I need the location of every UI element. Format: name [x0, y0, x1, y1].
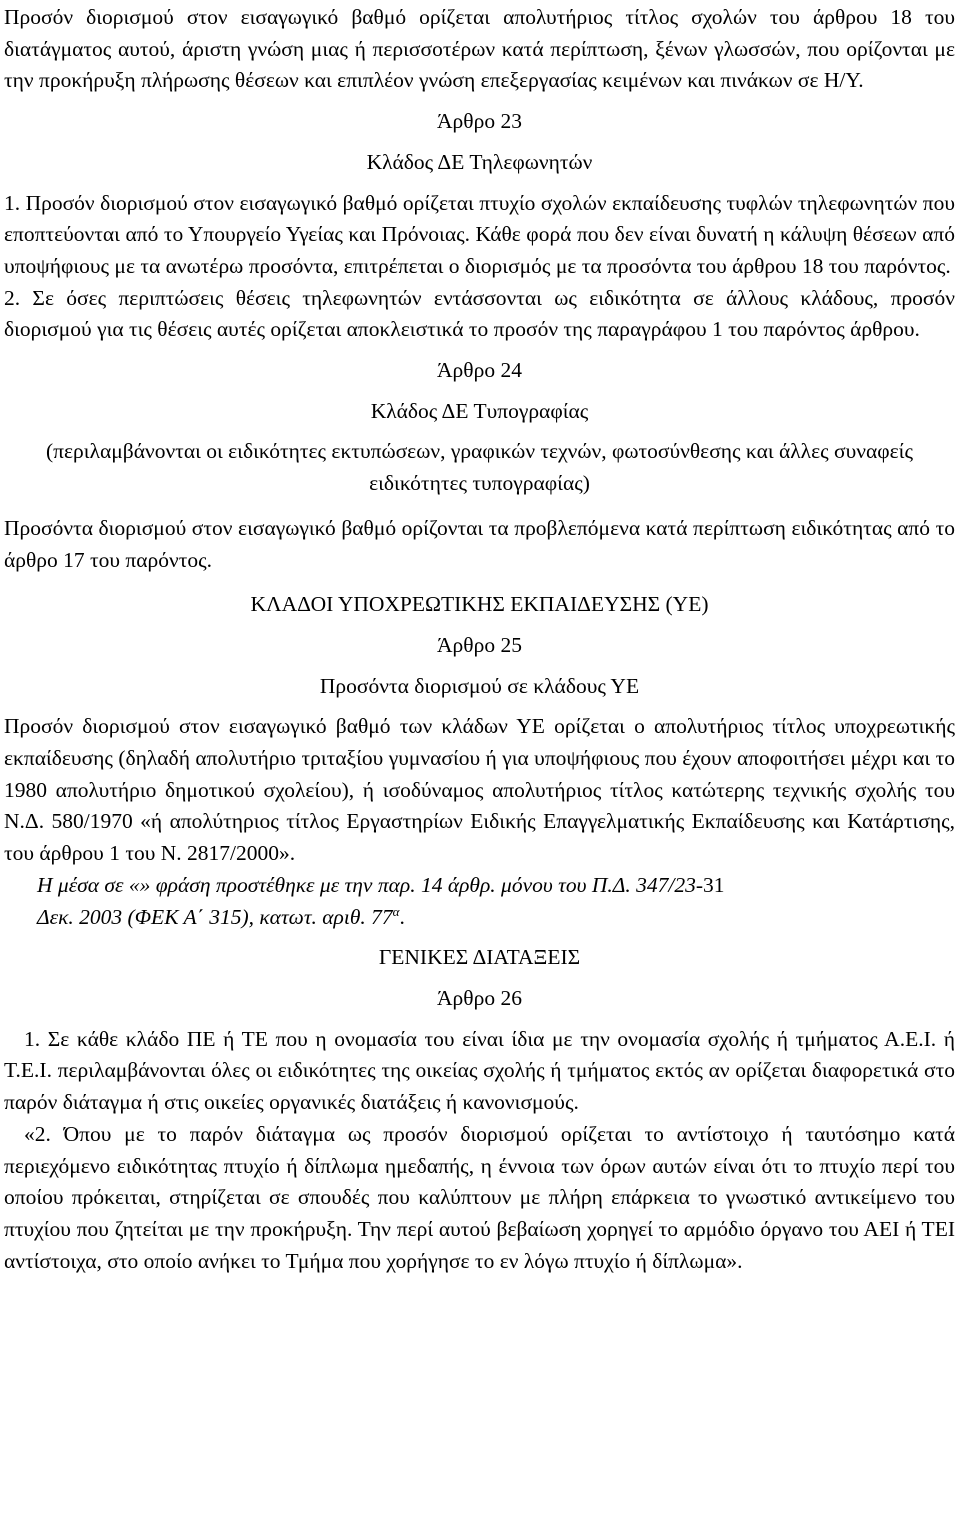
article-23-title: Άρθρο 23 [437, 109, 522, 134]
amendment-note-text: Η μέσα σε «» φράση προστέθηκε με την παρ. 14 άρθρ. μόνου του Π.Δ. 347/23 [37, 872, 696, 897]
article-24-branch: Κλάδος ΔΕ Τυπογραφίας [370, 398, 589, 423]
article-25-title: Άρθρο 25 [437, 632, 522, 657]
amendment-note-end: . [399, 904, 405, 929]
article-24-subtitle: (περιλαμβάνονται οι ειδικότητες εκτυπώσεων, γραφικών τεχνών, φωτοσύνθεσης και άλλες συναφείς ειδικότητες τυπογραφίας) [46, 439, 913, 496]
section-heading-ye: ΚΛΑΔΟΙ ΥΠΟΧΡΕΩΤΙΚΗΣ ΕΚΠΑΙΔΕΥΣΗΣ (ΥΕ) [250, 592, 709, 617]
article-24-paragraph-1: Προσόντα διορισμού στον εισαγωγικό βαθμό ορίζονται τα προβλεπόμενα κατά περίπτωση ειδικότητας από το άρθρο 17 του παρόντος. [4, 515, 955, 572]
article-24-title: Άρθρο 24 [437, 358, 522, 383]
amendment-note-range: -31 [695, 872, 725, 897]
article-26-paragraph-2: «2. Όπου με το παρόν διάταγμα ως προσόν διορισμού ορίζεται το αντίστοιχο ή ταυτόσημο κατά περιεχόμενο ειδικότητας πτυχίο ή δίπλωμα ημεδαπής, η έννοια των όρων αυτών είναι ότι το πτυχίο περί του οποίου πρόκειται, στηρίζεται σε σπουδές που καλύπτουν με πλήρη επάρκεια το γνωστικό αντικείμενο του πτυχίου που ζητείται με την προκήρυξη. Την περί αυτού βεβαίωση χορηγεί το αρμόδιο όργανο του ΑΕΙ ή ΤΕΙ αντίστοιχα, στο οποίο ανήκει το Τμήμα που χορήγησε το εν λόγω πτυχίο ή δίπλωμα». [4, 1121, 955, 1273]
article-25-paragraph-1: Προσόν διορισμού στον εισαγωγικό βαθμό των κλάδων ΥΕ ορίζεται ο απολυτήριος τίτλος υποχρεωτικής εκπαίδευσης (δηλαδή απολυτήριο τριταξίου γυμνασίου ή για υποψήφιους που έχουν αποφοιτήσει μέχρι και το 1980 απολυτήριο δημοτικού σχολείου), ή ισοδύναμος απολυτήριος τίτλος κατώτερης τεχνικής σχολής του Ν.Δ. 580/1970 «ή απολύτηριος τίτλος Εργαστηρίων Ειδικής Επαγγελματικής Εκπαίδευσης και Κατάρτισης, του άρθρου 1 του Ν. 2817/2000». [4, 714, 955, 866]
article-23-paragraph-2: 2. Σε όσες περιπτώσεις θέσεις τηλεφωνητών εντάσσονται ως ειδικότητα σε άλλους κλάδους, προσόν διορισμού για τις θέσεις αυτές ορίζεται αποκλειστικά το προσόν της παραγράφου 1 του παρόντος άρθρου. [4, 285, 955, 342]
article-26-paragraph-1: 1. Σε κάθε κλάδο ΠΕ ή ΤΕ που η ονομασία του είναι ίδια με την ονομασία σχολής ή τμήματος Α.Ε.Ι. ή Τ.Ε.Ι. περιλαμβάνονται όλες οι ειδικότητες της οικείας σχολής ή τμήματος εκτός αν ορίζεται διαφορετικά στο παρόν διάταγμα ή στις οικείες οργανικές διατάξεις ή κανονισμούς. [4, 1026, 955, 1115]
amendment-note-superscript: α [392, 903, 400, 919]
paragraph-intro: Προσόν διορισμού στον εισαγωγικό βαθμό ορίζεται απολυτήριος τίτλος σχολών του άρθρου 18 του διατάγματος αυτού, άριστη γνώση μιας ή περισσοτέρων κατά περίπτωση, ξένων γλωσσών, που ορίζονται με την προκήρυξη πλήρωσης θέσεων και επιπλέον γνώση επεξεργασίας κειμένων και πινάκων σε Η/Υ. [4, 5, 955, 93]
amendment-note-text-2: Δεκ. 2003 (ΦΕΚ Α΄ 315), κατωτ. αριθ. 77 [37, 904, 393, 929]
article-26-title: Άρθρο 26 [437, 985, 522, 1010]
amendment-note [4, 870, 955, 933]
article-23-paragraph-1: 1. Προσόν διορισμού στον εισαγωγικό βαθμό ορίζεται πτυχίο σχολών εκπαίδευσης τυφλών τηλεφωνητών που εποπτεύονται από το Υπουργείο Υγείας και Πρόνοιας. Κάθε φορά που δεν είναι δυνατή η κάλυψη θέσεων από υποψήφιους με τα ανωτέρω προσόντα, επιτρέπεται ο διορισμός με τα προσόντα του άρθρου 18 του παρόντος. [4, 190, 955, 278]
article-25-heading: Προσόντα διορισμού σε κλάδους ΥΕ [319, 673, 640, 698]
section-heading-general: ΓΕΝΙΚΕΣ ΔΙΑΤΑΞΕΙΣ [378, 945, 581, 970]
article-23-branch: Κλάδος ΔΕ Τηλεφωνητών [366, 149, 593, 174]
